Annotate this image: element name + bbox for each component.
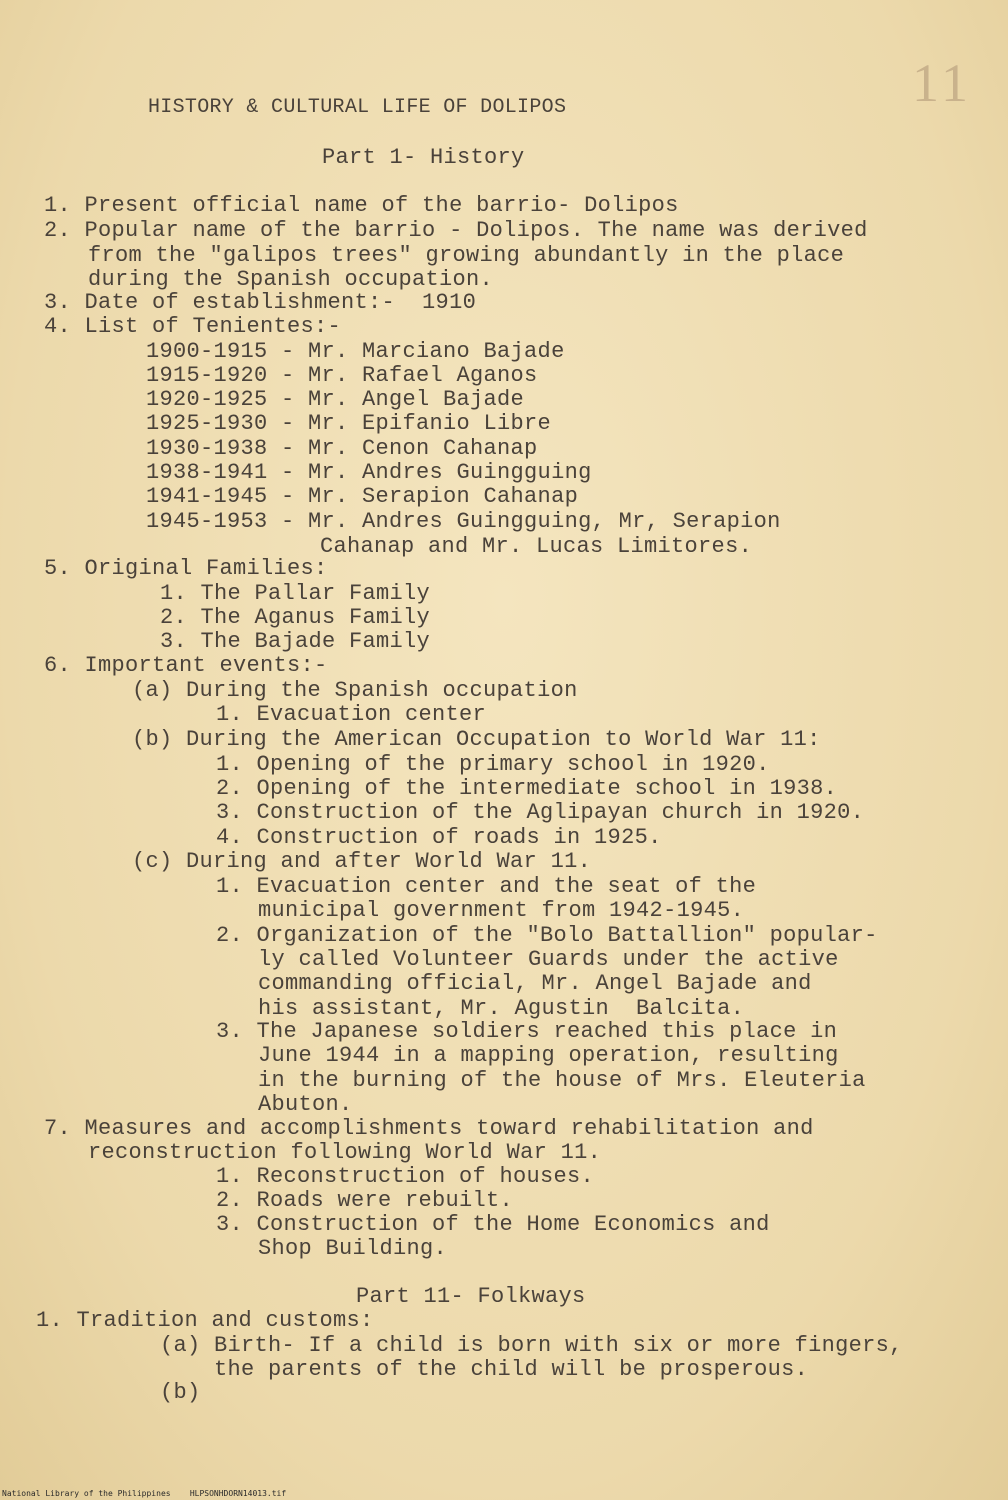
family-entry: 3. The Bajade Family: [160, 629, 431, 654]
folkways-birth: (a) Birth- If a child is born with six or more fingers,: [160, 1333, 903, 1358]
folkways-item-b: (b): [160, 1380, 201, 1405]
rehab-item: 3. Construction of the Home Economics and: [216, 1212, 770, 1237]
event-b-item: 1. Opening of the primary school in 1920.: [216, 752, 770, 777]
family-entry: 2. The Aganus Family: [160, 605, 431, 630]
page-number: 11: [912, 53, 972, 113]
part1-heading: Part 1- History: [322, 145, 525, 170]
document-title: HISTORY & CULTURAL LIFE OF DOLIPOS: [148, 96, 567, 119]
history-item-2-line2: from the "galipos trees" growing abundantly in the place: [88, 243, 845, 268]
history-item-2: 2. Popular name of the barrio - Dolipos. The name was derived: [44, 218, 868, 243]
folkways-birth-line2: the parents of the child will be prosperous.: [214, 1357, 809, 1382]
history-item-5: 5. Original Families:: [44, 556, 328, 581]
footer-caption: National Library of the Philippines HLPSONHDORN14013.tif: [2, 1489, 287, 1498]
event-b: (b) During the American Occupation to World War 11:: [132, 727, 821, 752]
event-b-item: 3. Construction of the Aglipayan church in 1920.: [216, 800, 865, 825]
folkways-item-1: 1. Tradition and customs:: [36, 1308, 374, 1333]
rehab-item: 1. Reconstruction of houses.: [216, 1164, 595, 1189]
teniente-entry: 1938-1941 - Mr. Andres Guingguing: [146, 460, 592, 485]
teniente-entry: 1930-1938 - Mr. Cenon Cahanap: [146, 436, 538, 461]
rehab-item-3-line2: Shop Building.: [258, 1236, 448, 1261]
event-c-3-line3: in the burning of the house of Mrs. Eleuteria: [258, 1068, 866, 1093]
history-item-6: 6. Important events:-: [44, 653, 328, 678]
rehab-item: 2. Roads were rebuilt.: [216, 1188, 514, 1213]
teniente-entry: 1941-1945 - Mr. Serapion Cahanap: [146, 484, 579, 509]
teniente-entry: 1900-1915 - Mr. Marciano Bajade: [146, 339, 565, 364]
history-item-2-line3: during the Spanish occupation.: [88, 267, 494, 292]
history-item-3: 3. Date of establishment:- 1910: [44, 290, 477, 315]
event-b-item: 2. Opening of the intermediate school in 1938.: [216, 776, 838, 801]
event-a-1: 1. Evacuation center: [216, 702, 487, 727]
event-c-1-line2: municipal government from 1942-1945.: [258, 898, 745, 923]
history-item-7: 7. Measures and accomplishments toward rehabilitation and: [44, 1116, 814, 1141]
history-item-4: 4. List of Tenientes:-: [44, 314, 342, 339]
event-c-3-line2: June 1944 in a mapping operation, resulting: [258, 1043, 839, 1068]
teniente-entry: 1945-1953 - Mr. Andres Guingguing, Mr, Serapion: [146, 509, 781, 534]
event-b-item: 4. Construction of roads in 1925.: [216, 825, 662, 850]
family-entry: 1. The Pallar Family: [160, 581, 431, 606]
teniente-entry: 1925-1930 - Mr. Epifanio Libre: [146, 411, 552, 436]
event-c: (c) During and after World War 11.: [132, 849, 592, 874]
event-c-2: 2. Organization of the "Bolo Battallion" popular-: [216, 923, 878, 948]
event-c-2-line3: commanding official, Mr. Angel Bajade and: [258, 971, 812, 996]
event-c-2-line2: ly called Volunteer Guards under the active: [258, 947, 839, 972]
part2-heading: Part 11- Folkways: [356, 1284, 586, 1309]
event-a: (a) During the Spanish occupation: [132, 678, 578, 703]
teniente-entry-cont: Cahanap and Mr. Lucas Limitores.: [320, 534, 753, 559]
event-c-3: 3. The Japanese soldiers reached this place in: [216, 1019, 838, 1044]
event-c-2-line4: his assistant, Mr. Agustin Balcita.: [258, 996, 745, 1021]
event-c-1: 1. Evacuation center and the seat of the: [216, 874, 757, 899]
teniente-entry: 1920-1925 - Mr. Angel Bajade: [146, 387, 525, 412]
event-c-3-line4: Abuton.: [258, 1092, 353, 1117]
history-item-1: 1. Present official name of the barrio- Dolipos: [44, 193, 679, 218]
history-item-7-line2: reconstruction following World War 11.: [88, 1140, 602, 1165]
teniente-entry: 1915-1920 - Mr. Rafael Aganos: [146, 363, 538, 388]
